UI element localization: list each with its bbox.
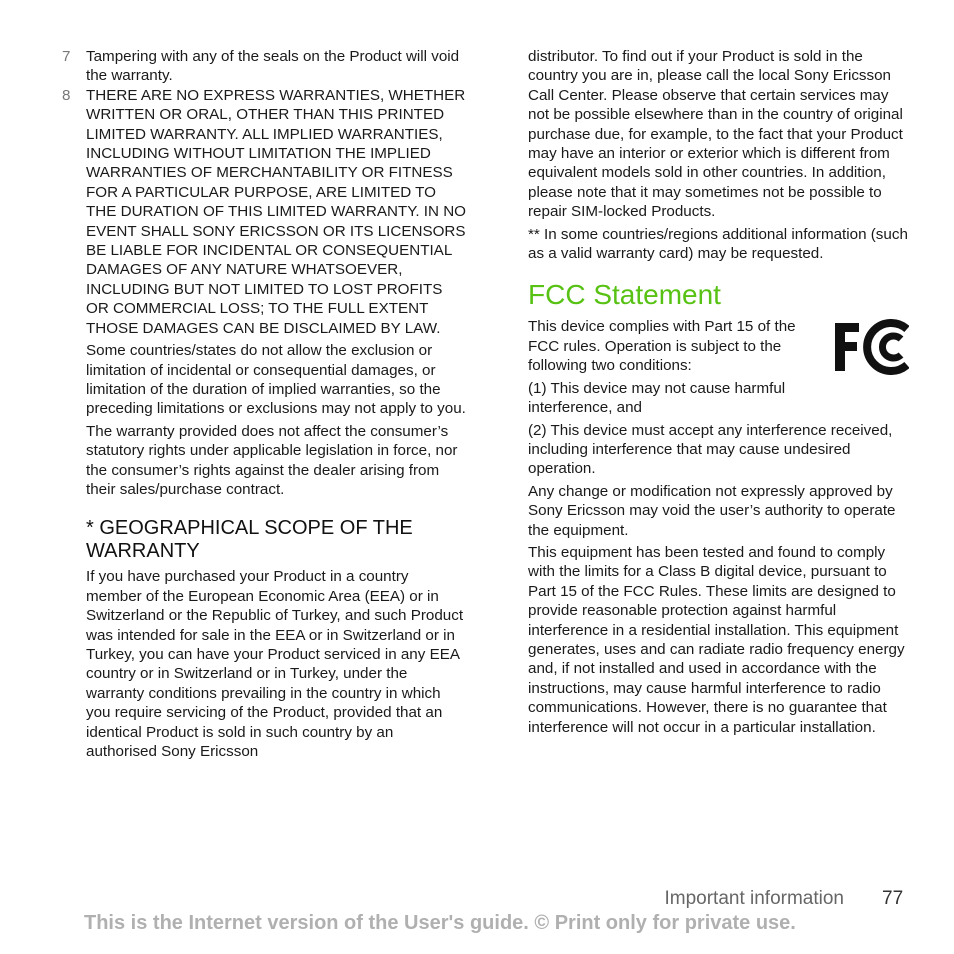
left-column (62, 47, 467, 764)
paragraph-note: ** In some countries/regions additional information (such as a valid warranty card) may be requested. (528, 225, 908, 263)
item-number: 7 (62, 48, 71, 65)
paragraph-statutory-rights: The warranty provided does not affect the consumer’s statutory rights under applicable legislation in force, nor the consumer’s rights against the dealer arising from their sales/purchase contract. (86, 422, 458, 498)
fcc-paragraph-modification: Any change or modification not expressly approved by Sony Ericsson may void the user’s authority to operate the equipment. (528, 482, 896, 539)
item-text: THERE ARE NO EXPRESS WARRANTIES, WHETHER WRITTEN OR ORAL, OTHER THAN THIS PRINTED LIMITED WARRANTY. ALL IMPLIED WARRANTIES, INCLUDING WITHOUT LIMITATION THE IMPLIED WARRANTIES OF MERCHANTABILITY OR FITNESS FOR A PARTICULAR PURPOSE, ARE LIMITED TO THE DURATION OF THIS LIMITED WARRANTY. IN NO EVENT SHALL SONY ERICSSON OR ITS LICENSORS BE LIABLE FOR INCIDENTAL OR CONSEQUENTIAL DAMAGES OF ANY NATURE WHATSOEVER, INCLUDING BUT NOT LIMITED TO LOST PROFITS OR COMMERCIAL LOSS; TO THE FULL EXTENT THOSE DAMAGES CAN BE DISCLAIMED BY LAW. (86, 86, 466, 337)
list-item-8 (62, 86, 467, 341)
section-heading-geographical-scope: * GEOGRAPHICAL SCOPE OF THE WARRANTY (86, 517, 413, 563)
paragraph-continued: distributor. To find out if your Product is sold in the country you are in, please call the local Sony Ericsson Call Center. Please observe that certain services may not be possible elsewhere than in the country of original purchase due, for example, to the fact that your Product may have an interior or exterior which is different from equivalent models sold in other countries. In addition, please note that it may sometimes not be possible to repair SIM-locked Products. (528, 48, 903, 221)
fcc-heading: FCC Statement (528, 279, 721, 311)
paragraph-exclusion: Some countries/states do not allow the exclusion or limitation of incidental or consequential damages, or limitation of the duration of implied warranties, so the preceding limitations or exclusions may not apply to you. (86, 342, 466, 418)
fcc-intro-block (528, 317, 913, 417)
fcc-condition-2: (2) This device must accept any interference received, including interference that may cause undesired operation. (528, 421, 893, 478)
fcc-condition-1: (1) This device may not cause harmful interference, and (528, 379, 786, 417)
paragraph-geographical-scope: If you have purchased your Product in a country member of the European Economic Area (EEA) or in Switzerland or the Republic of Turkey, and such Product was intended for sale in the EEA or in Switzerland or in Turkey, you can have your Product serviced in any EEA country or in Switzerland or in Turkey, under the warranty conditions prevailing in the country in which you require servicing of the Product, provided that an identical Product is sold in such country by an authorised Sony Ericsson (86, 568, 464, 760)
page-number: 77 (882, 888, 904, 909)
footer-section-title: Important information (664, 888, 844, 909)
fcc-paragraph-class-b: This equipment has been tested and found to comply with the limits for a Class B digital device, pursuant to Part 15 of the FCC Rules. These limits are designed to provide reasonable protection against harmful interference in a residential installation. This equipment generates, uses and can radiate radio frequency energy and, if not installed and used in accordance with the instructions, may cause harmful interference to radio communications. However, there is no guarantee that interference will not occur in a particular installation. (528, 543, 905, 736)
list-item-7 (62, 47, 467, 86)
item-text: Tampering with any of the seals on the Product will void the warranty. (86, 48, 460, 85)
fcc-logo-icon (833, 319, 909, 375)
fcc-paragraph-compliance: This device complies with Part 15 of the FCC rules. Operation is subject to the following two conditions: (528, 318, 796, 375)
item-number: 8 (62, 86, 71, 104)
right-column (528, 47, 913, 740)
internet-version-notice: This is the Internet version of the User's guide. © Print only for private use. (84, 912, 796, 934)
